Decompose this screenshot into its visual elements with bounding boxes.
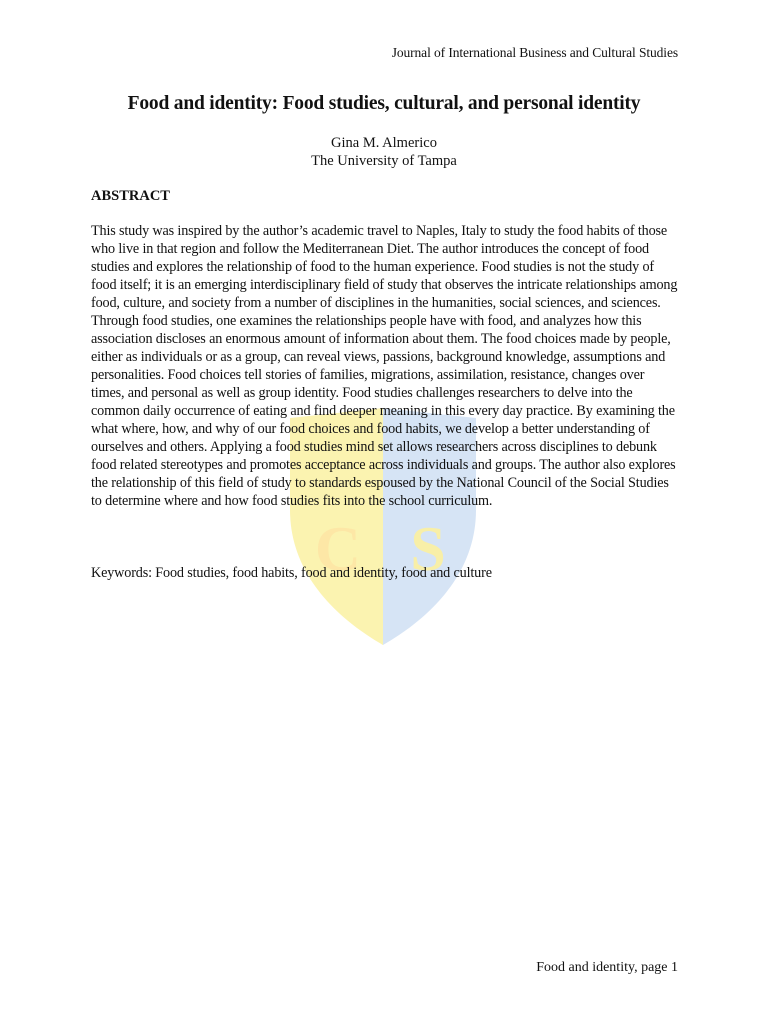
abstract-body: This study was inspired by the author’s academic travel to Naples, Italy to study the food habits of those who live in that region and follow the Mediterranean Diet. The author introduces the concept of food studies and explores the relationship of food to the human experience. Food studies is not the study of food itself; it is an emerging interdisciplinary field of study that observes the intricate relationships among food, culture, and society from a number of disciplines in the humanities, social sciences, and sciences. Through food studies, one examines the relationships people have with food, and analyzes how this association discloses an enormous amount of information about them. The food choices made by people, either as individuals or as a group, can reveal views, passions, background knowledge, assumptions and personalities. Food choices tell stories of families, migrations, assimilation, resistance, changes over times, and personal as well as group identity. Food studies challenges researchers to delve into the common daily occurrence of eating and find deeper meaning in this every day practice. By examining the what where, how, and why of our food choices and food habits, we develop a better understanding of ourselves and others. Applying a food studies mind set allows researchers across disciplines to debunk food related stereotypes and promotes acceptance across individuals and groups. The author also explores the relationship of this field of study to standards espoused by the National Council of the Social Studies to determine where and how food studies fits into the school curriculum.: [91, 223, 678, 509]
article-title: Food and identity: Food studies, cultural, and personal identity: [127, 93, 641, 114]
keywords-line: Keywords: Food studies, food habits, food and identity, food and culture: [91, 565, 492, 581]
abstract-heading: ABSTRACT: [91, 188, 170, 204]
watermark-letter-s: S: [410, 513, 446, 584]
watermark-letter-c: C: [314, 513, 362, 584]
author-affiliation: The University of Tampa: [311, 153, 457, 169]
page-footer: Food and identity, page 1: [536, 960, 678, 975]
author-name: Gina M. Almerico: [331, 135, 437, 151]
journal-running-head: Journal of International Business and Cultural Studies: [391, 45, 678, 60]
author-block: [0, 134, 768, 170]
